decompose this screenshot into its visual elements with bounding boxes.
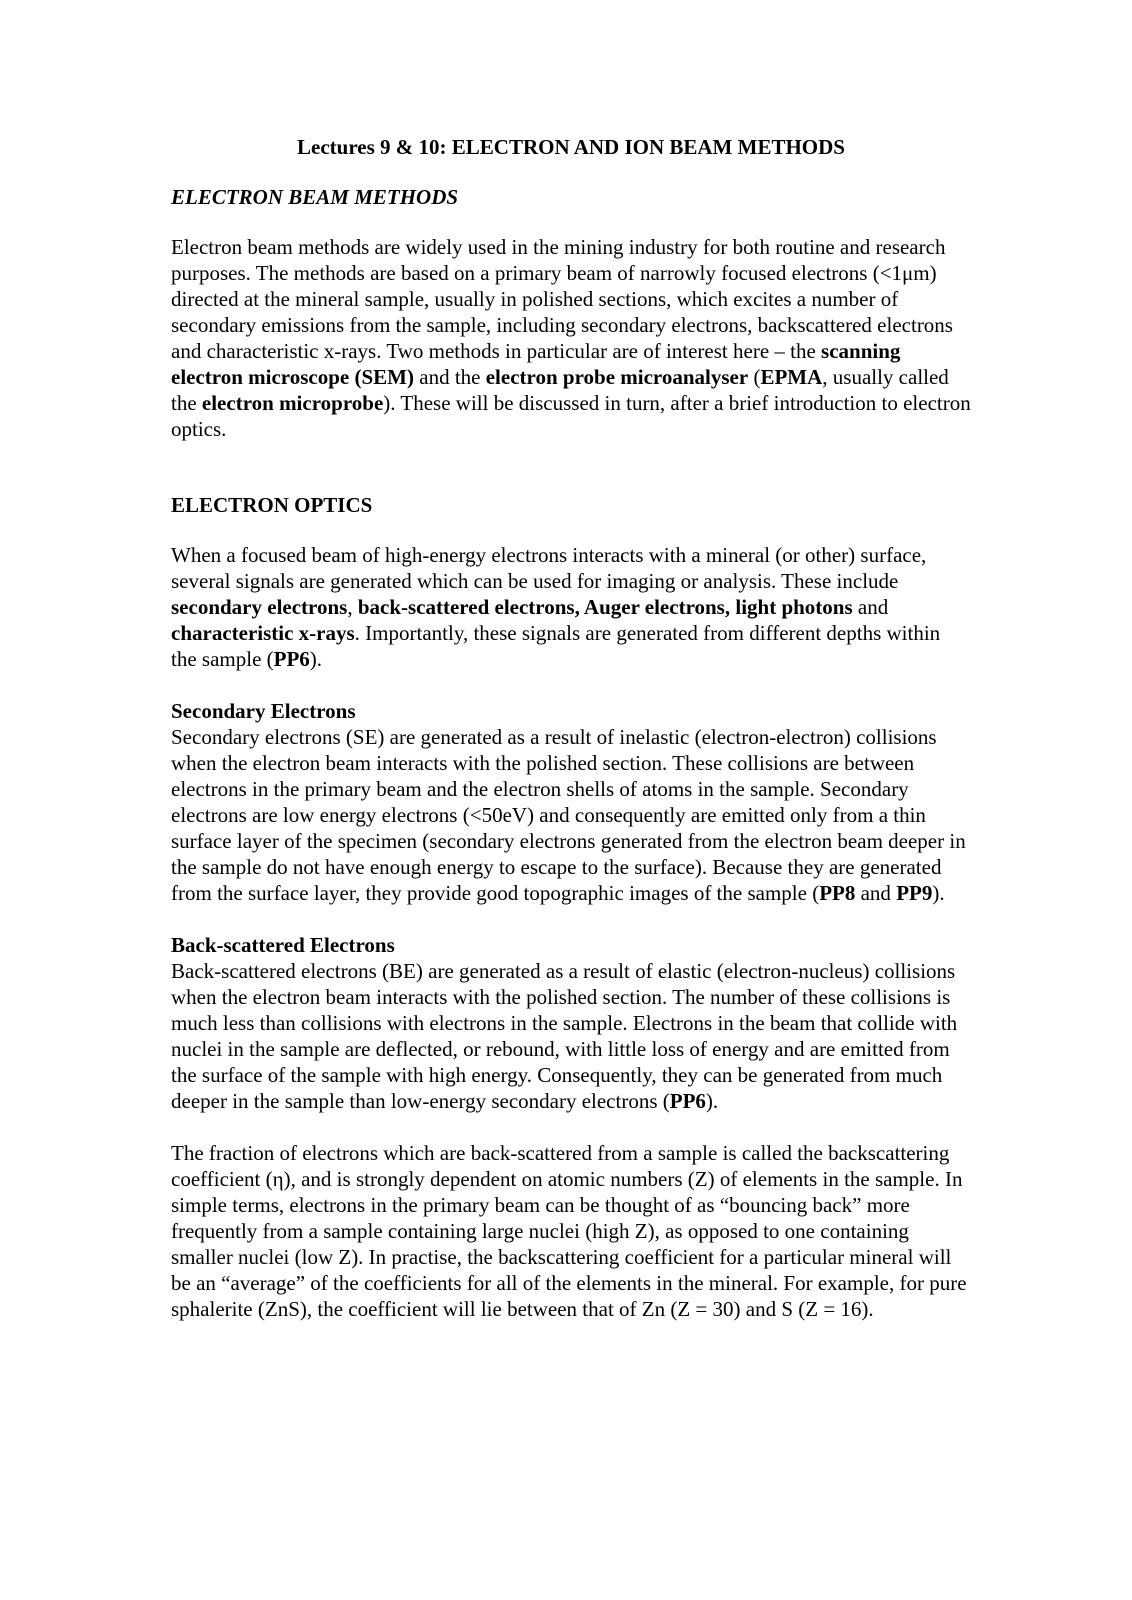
text-run: Secondary electrons (SE) are generated as a result of inelastic (electron-electron) collisions when the electron beam interacts with the polished section. These collisions are between electrons in the primary beam and the electron shells of atoms in the sample. Secondary electrons are low energy electrons (<50eV) and consequently are emitted only from a thin surface layer of the specimen (secondary electrons generated from the electron beam deeper in the sample do not have enough energy to escape to the surface). Because they are generated from the surface layer, they provide good topographic images of the sample ( (171, 725, 966, 905)
bold-term: secondary electrons (171, 595, 348, 619)
bold-term: PP8 (819, 881, 856, 905)
bold-term: PP6 (669, 1089, 706, 1113)
bold-term: scanning electron microscope (SEM) (171, 339, 901, 389)
text-run: and the (414, 365, 486, 389)
text-run: , (347, 595, 358, 619)
text-run: Back-scattered electrons (BE) are generated as a result of elastic (electron-nucleus) collisions when the electron beam interacts with the polished section. The number of these collisions is much less than collisions with electrons in the sample. Electrons in the beam that collide with nuclei in the sample are deflected, or rebound, with little loss of energy and are emitted from the surface of the sample with high energy. Consequently, they can be generated from much deeper in the sample than low-energy secondary electrons ( (171, 959, 958, 1113)
bold-term: EPMA (760, 365, 823, 389)
text-run: and (855, 881, 897, 905)
document-page (171, 134, 971, 1348)
bold-term: characteristic x-rays (171, 621, 355, 645)
text-run: ( (748, 365, 761, 389)
text-run: ). (705, 1089, 719, 1113)
document-title: Lectures 9 & 10: ELECTRON AND ION BEAM METHODS (297, 135, 845, 159)
bold-term: PP6 (273, 647, 310, 671)
text-run: . Importantly, these signals are generated from different depths within the sample ( (171, 621, 941, 671)
text-run: The fraction of electrons which are back-scattered from a sample is called the backscattering coefficient (η), and is strongly dependent on atomic numbers (Z) of elements in the sample. In simple terms, electrons in the primary beam can be thought of as “bouncing back” more frequently from a sample containing large nuclei (high Z), as opposed to one containing smaller nuclei (low Z). In practise, the backscattering coefficient for a particular mineral will be an “average” of the coefficients for all of the elements in the mineral. For example, for pure sphalerite (ZnS), the coefficient will lie between that of Zn (Z = 30) and S (Z = 16). (171, 1141, 967, 1321)
text-run: ). These will be discussed in turn, after a brief introduction to electron optics. (171, 391, 971, 441)
text-run: ). (309, 647, 323, 671)
bold-term: electron probe microanalyser (485, 365, 749, 389)
paragraph-electron-beam-intro (171, 234, 971, 442)
text-run: When a focused beam of high-energy electrons interacts with a mineral (or other) surface, several signals are generated which can be used for imaging or analysis. These include (171, 543, 927, 593)
paragraph-backscattered-electrons (171, 958, 971, 1114)
text-run: and (852, 595, 889, 619)
section-heading-electron-beam-methods: ELECTRON BEAM METHODS (171, 185, 459, 209)
subheading-secondary-electrons: Secondary Electrons (171, 699, 356, 723)
bold-term: back-scattered electrons, Auger electrons, light photons (357, 595, 853, 619)
paragraph-backscattering-coefficient (171, 1140, 971, 1322)
text-run: ). (932, 881, 945, 905)
text-run: , usually called the (171, 365, 949, 415)
paragraph-secondary-electrons (171, 724, 971, 906)
subheading-backscattered-electrons: Back-scattered Electrons (171, 933, 395, 957)
bold-term: electron microprobe (201, 391, 384, 415)
paragraph-electron-optics (171, 542, 971, 672)
section-heading-electron-optics: ELECTRON OPTICS (171, 493, 373, 517)
bold-term: PP9 (896, 881, 933, 905)
text-run: Electron beam methods are widely used in the mining industry for both routine and research purposes. The methods are based on a primary beam of narrowly focused electrons (<1μm) directed at the mineral sample, usually in polished sections, which excites a number of secondary emissions from the sample, including secondary electrons, backscattered electrons and characteristic x-rays. Two methods in particular are of interest here – the (171, 235, 953, 363)
